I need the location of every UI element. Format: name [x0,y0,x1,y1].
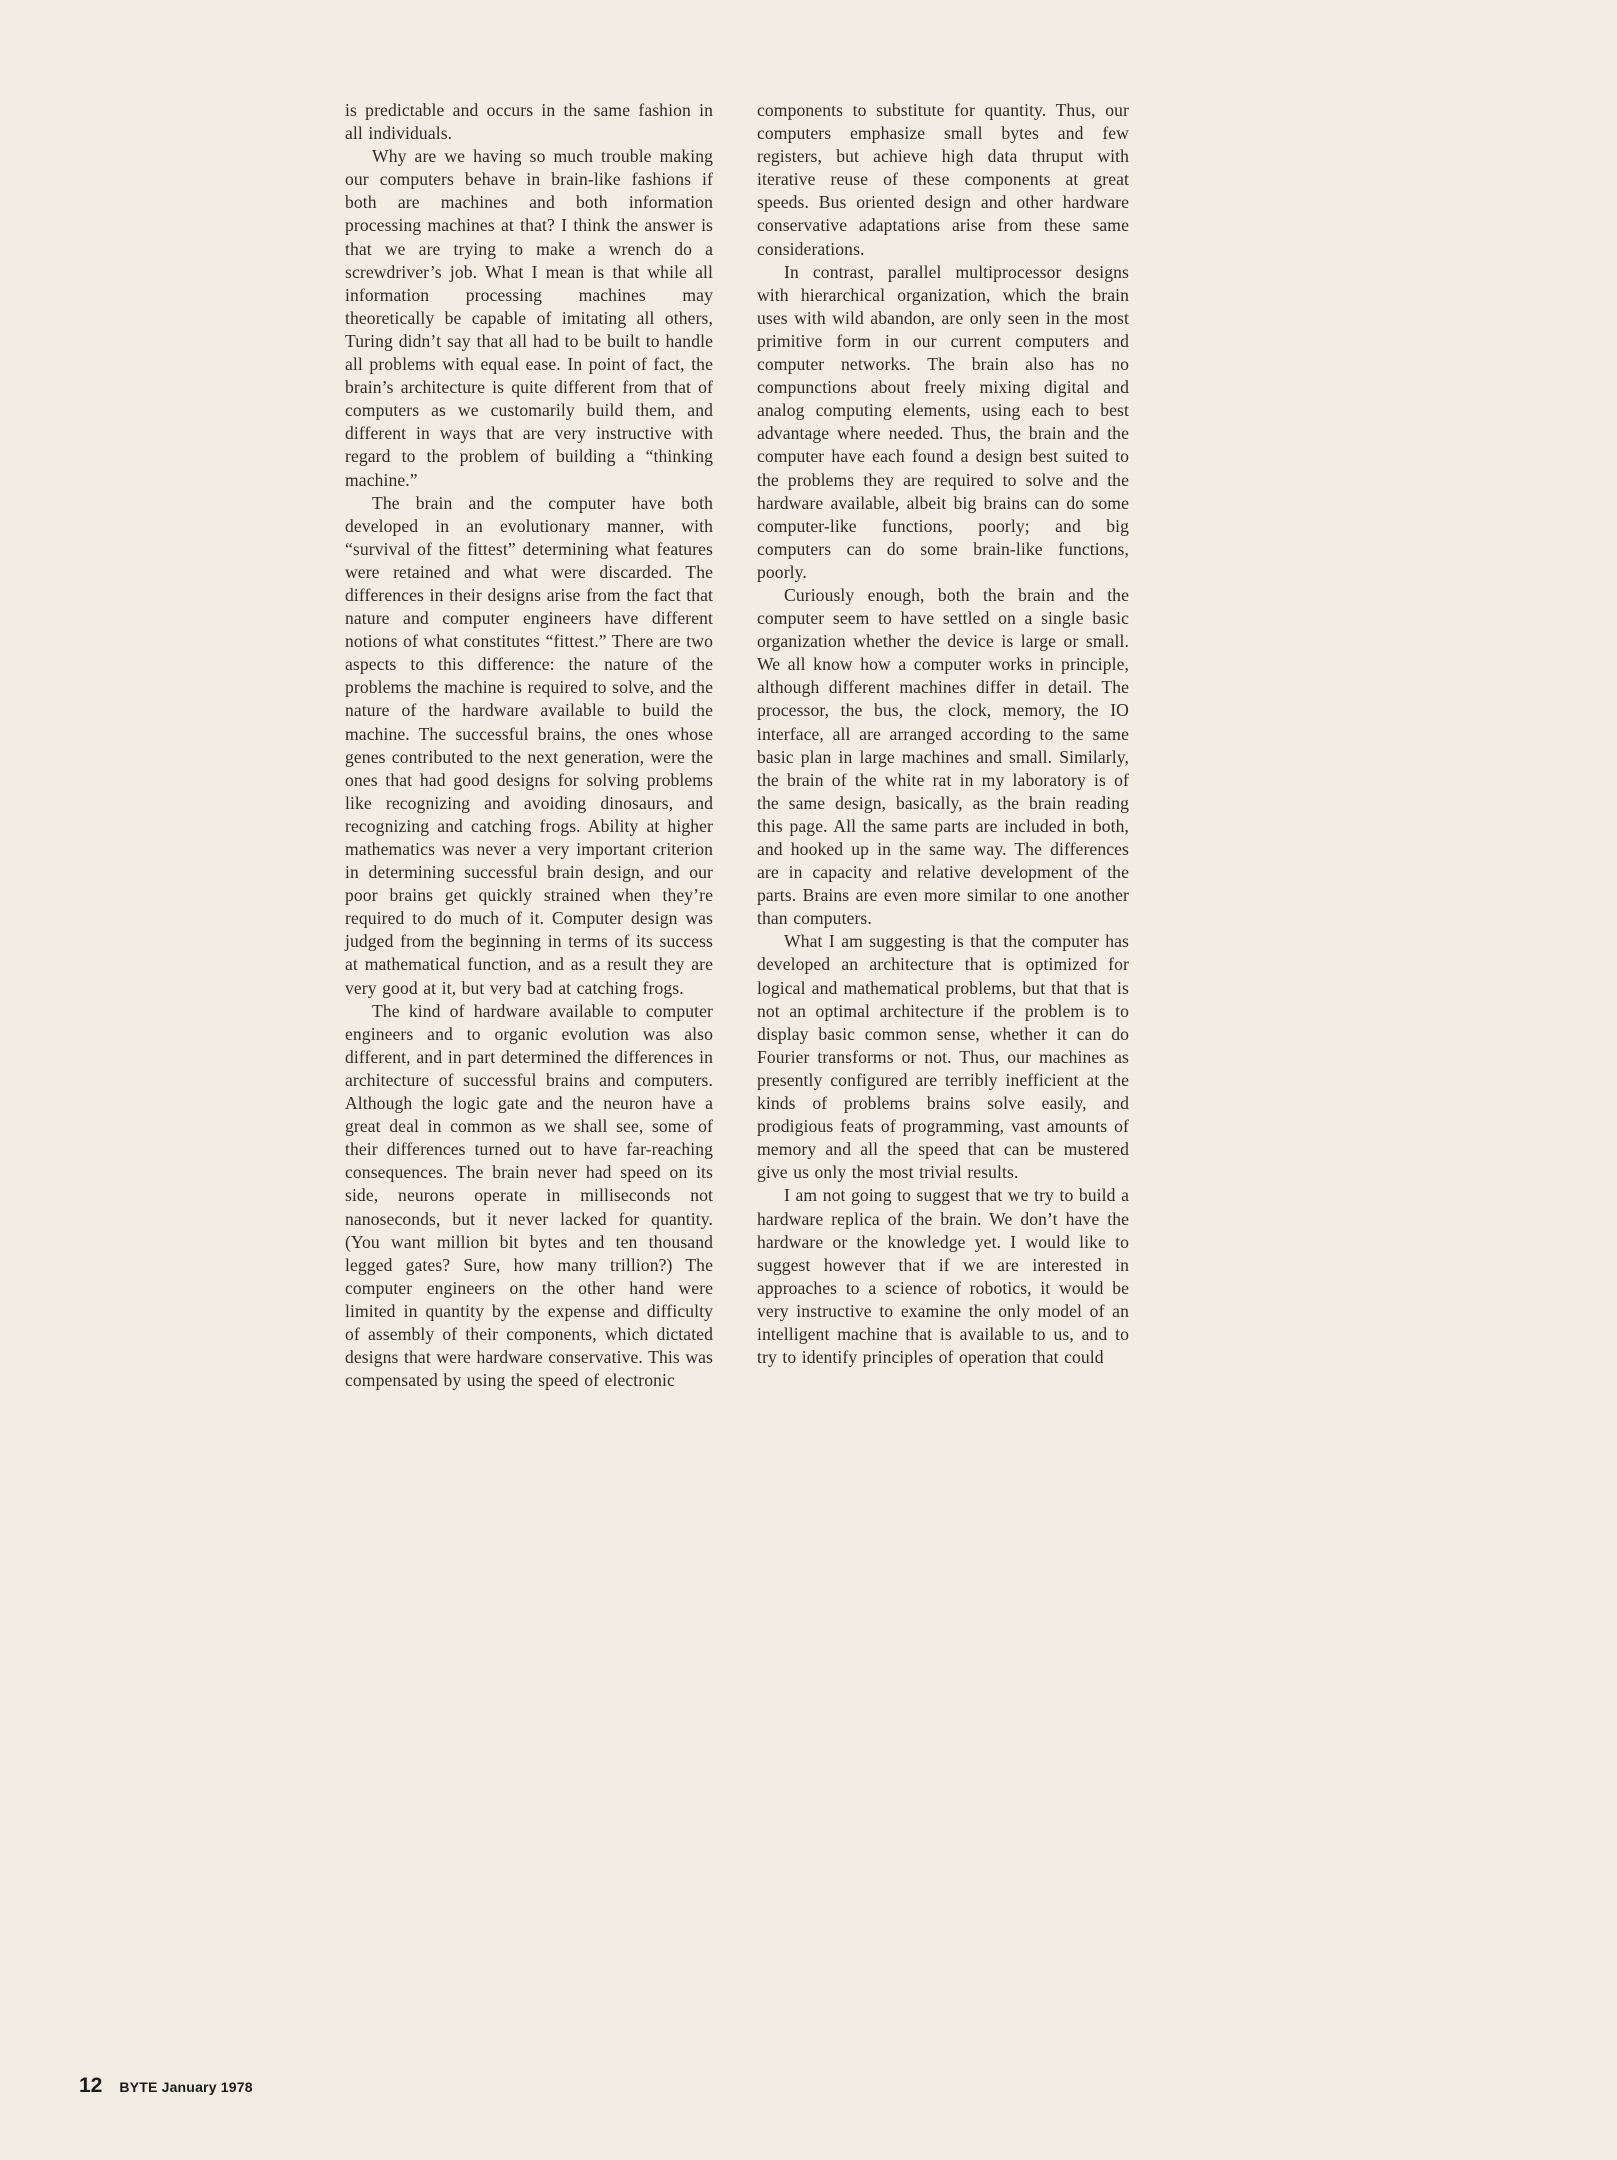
magazine-issue-label: BYTE January 1978 [119,2079,253,2095]
paragraph: Why are we having so much trouble making our computers behave in brain-like fashions if both are machines and both information processing machines at that? I think the answer is that we are trying to make a wrench do a screwdriver’s job. What I mean is that while all information processing machines may theoretically be capable of imitating all others, Turing didn’t say that all had to be built to handle all problems with equal ease. In point of fact, the brain’s architecture is quite different from that of computers as we customarily build them, and different in ways that are very instructive with regard to the problem of building a “thinking machine.” [345,146,713,490]
paragraph: components to substitute for quantity. Thus, our computers emphasize small bytes and few registers, but achieve high data thruput with iterative reuse of these components at great speeds. Bus oriented design and other hardware conservative adaptations arise from these same considerations. [757,100,1129,259]
article-column-right [757,99,1129,1369]
article-column-left [345,99,713,1392]
paragraph: In contrast, parallel multiprocessor designs with hierarchical organization, which the brain uses with wild abandon, are only seen in the most primitive form in our current computers and computer networks. The brain also has no compunctions about freely mixing digital and analog computing elements, using each to best advantage where needed. Thus, the brain and the computer have each found a design best suited to the problems they are required to solve and the hardware available, albeit big brains can do some computer-like functions, poorly; and big computers can do some brain-like functions, poorly. [757,261,1129,582]
page-number: 12 [79,2074,103,2097]
paragraph: The brain and the computer have both developed in an evolutionary manner, with “survival of the fittest” determining what features were retained and what were discarded. The differences in their designs arise from the fact that nature and computer engineers have different notions of what constitutes “fittest.” There are two aspects to this difference: the nature of the problems the machine is required to solve, and the nature of the hardware available to build the machine. The successful brains, the ones whose genes contributed to the next generation, were the ones that had good designs for solving problems like recognizing and avoiding dinosaurs, and recognizing and catching frogs. Ability at higher mathematics was never a very important criterion in determining successful brain design, and our poor brains get quickly strained when they’re required to do much of it. Computer design was judged from the beginning in terms of its success at mathematical function, and as a result they are very good at it, but very bad at catching frogs. [345,492,713,998]
paragraph: Curiously enough, both the brain and the computer seem to have settled on a single basic organization whether the device is large or small. We all know how a computer works in principle, although different machines differ in detail. The processor, the bus, the clock, memory, the IO interface, all are arranged according to the same basic plan in large machines and small. Similarly, the brain of the white rat in my laboratory is of the same design, basically, as the brain reading this page. All the same parts are included in both, and hooked up in the same way. The differences are in capacity and relative development of the parts. Brains are even more similar to one another than computers. [757,584,1129,929]
paragraph: is predictable and occurs in the same fashion in all individuals. [345,100,713,144]
paragraph: The kind of hardware available to computer engineers and to organic evolution was also different, and in part determined the differences in architecture of successful brains and computers. Although the logic gate and the neuron have a great deal in common as we shall see, some of their differences turned out to have far-reaching consequences. The brain never had speed on its side, neurons operate in milliseconds not nanoseconds, but it never lacked for quantity. (You want million bit bytes and ten thousand legged gates? Sure, how many trillion?) The computer engineers on the other hand were limited in quantity by the expense and difficulty of assembly of their components, which dictated designs that were hardware conservative. This was compensated by using the speed of electronic [345,1000,713,1391]
paragraph: What I am suggesting is that the computer has developed an architecture that is optimized for logical and mathematical problems, but that that is not an optimal architecture if the problem is to display basic common sense, whether it can do Fourier transforms or not. Thus, our machines as presently configured are terribly inefficient at the kinds of problems brains solve easily, and prodigious feats of programming, vast amounts of memory and all the speed that can be mustered give us only the most trivial results. [757,931,1129,1183]
paragraph: I am not going to suggest that we try to build a hardware replica of the brain. We don’t have the hardware or the knowledge yet. I would like to suggest however that if we are interested in approaches to a science of robotics, it would be very instructive to examine the only model of an intelligent machine that is available to us, and to try to identify principles of operation that could [757,1185,1129,1368]
page-footer [79,2074,253,2098]
